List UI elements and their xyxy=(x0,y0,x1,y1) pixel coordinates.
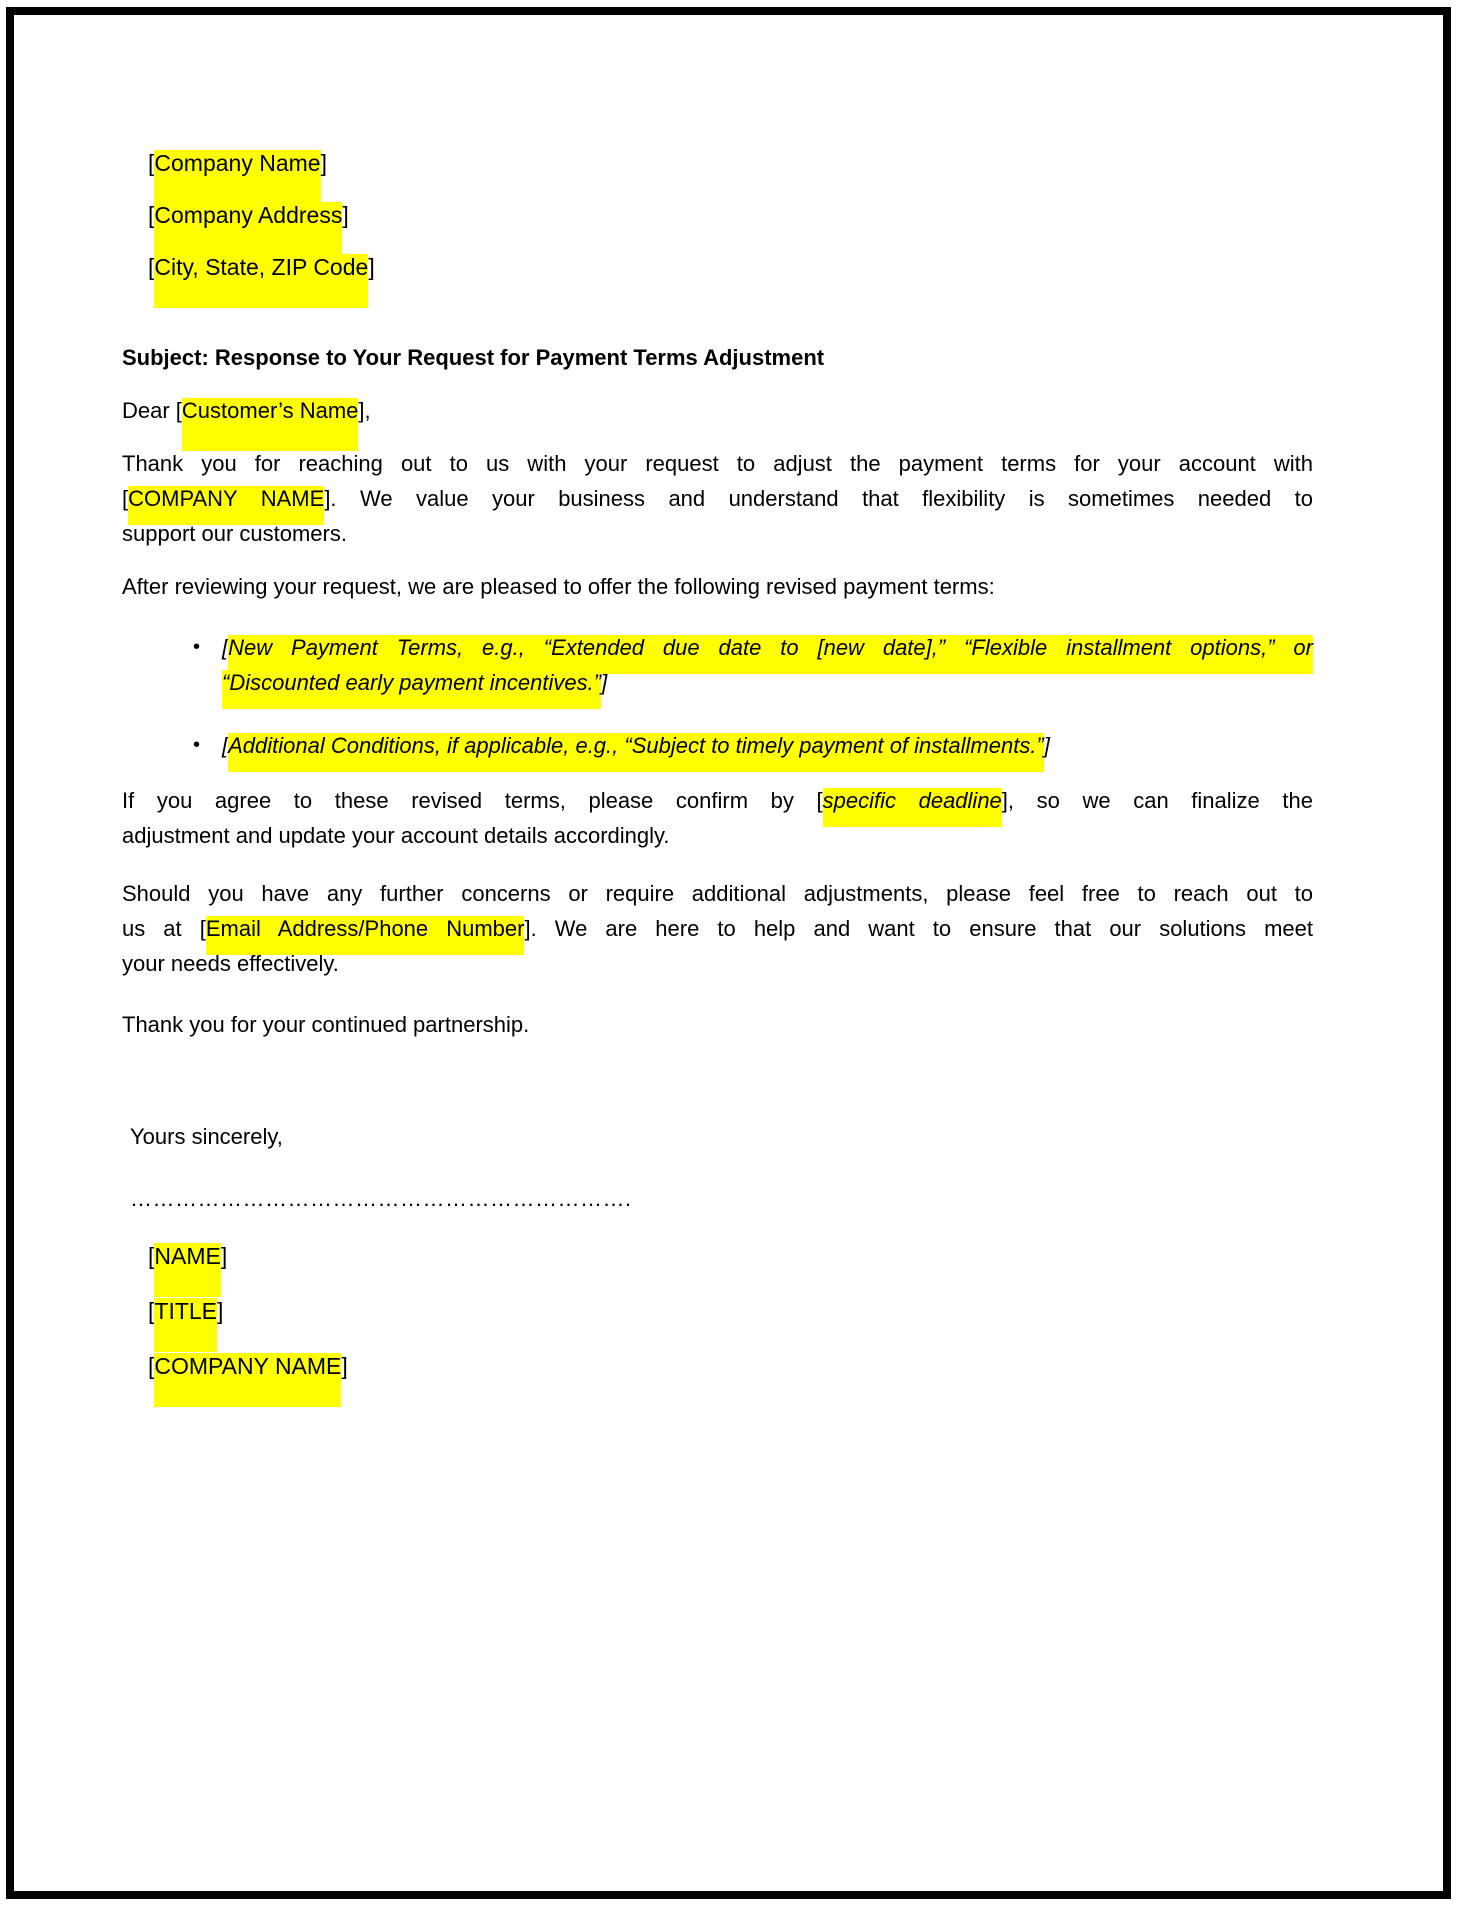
greeting-suffix: ], xyxy=(358,398,371,423)
paragraph-text: If you agree to these revised terms, please confirm by [ xyxy=(122,788,823,813)
list-item-line xyxy=(222,728,1313,763)
address-line-company-name xyxy=(148,146,1313,181)
bracket-close: ] xyxy=(217,1298,224,1324)
bullet-icon: • xyxy=(193,734,201,756)
sender-address-block xyxy=(148,146,1313,285)
placeholder-email-phone: Email Address/Phone Number xyxy=(205,916,525,941)
bracket-open: [ xyxy=(148,202,155,228)
bracket-open: [ xyxy=(148,1298,155,1324)
paragraph-line xyxy=(122,783,1313,818)
list-item-additional-conditions xyxy=(122,728,1313,763)
address-line-company-address xyxy=(148,198,1313,233)
letter-content xyxy=(122,0,1313,1404)
signature-name-line xyxy=(148,1239,1313,1274)
placeholder-signature-company: COMPANY NAME xyxy=(154,1353,342,1379)
bracket-open: [ xyxy=(222,733,229,758)
body-paragraph-if-you-agree xyxy=(122,783,1313,853)
placeholder-company-address: Company Address xyxy=(154,202,343,228)
list-item-line xyxy=(222,665,1313,700)
signature-dotted-line: …………………………………………………………. xyxy=(130,1186,632,1211)
bracket-close: ] xyxy=(342,202,349,228)
bracket-open: [ xyxy=(148,150,155,176)
subject-line: Subject: Response to Your Request for Payment Terms Adjustment xyxy=(122,345,825,370)
bracket-close: ] xyxy=(1043,733,1050,758)
placeholder-city-state-zip: City, State, ZIP Code xyxy=(154,254,369,280)
list-item-new-payment-terms xyxy=(122,630,1313,700)
revised-terms-list xyxy=(122,630,1313,763)
paragraph-text: ], so we can finalize the xyxy=(1001,788,1313,813)
list-item-line xyxy=(222,630,1313,665)
paragraph-text: ]. We are here to help and want to ensure that our solutions meet xyxy=(524,916,1313,941)
paragraph-line: Thank you for reaching out to us with your request to adjust the payment terms for your account with xyxy=(122,451,1313,476)
signature-block xyxy=(148,1239,1313,1384)
body-paragraph-partnership: Thank you for your continued partnership. xyxy=(122,1012,530,1037)
paragraph-line: your needs effectively. xyxy=(122,951,339,976)
paragraph-line xyxy=(122,481,1313,516)
bracket-close: ] xyxy=(601,670,608,695)
placeholder-company-name: Company Name xyxy=(154,150,321,176)
paragraph-line: support our customers. xyxy=(122,521,347,546)
address-line-city-state-zip xyxy=(148,250,1313,285)
placeholder-additional-conditions: Additional Conditions, if applicable, e.g., “Subject to timely payment of installments.” xyxy=(228,733,1044,758)
valediction: Yours sincerely, xyxy=(130,1124,283,1149)
placeholder-name: NAME xyxy=(154,1243,221,1269)
placeholder-company-name-inline: COMPANY NAME xyxy=(128,486,325,511)
paragraph-line: adjustment and update your account details accordingly. xyxy=(122,823,670,848)
paragraph-line: Should you have any further concerns or require additional adjustments, please feel free to reach out to xyxy=(122,881,1313,906)
bullet-icon: • xyxy=(193,636,201,658)
bracket-open: [ xyxy=(148,1353,155,1379)
body-paragraph-after-reviewing: After reviewing your request, we are pleased to offer the following revised payment terms: xyxy=(122,574,995,599)
placeholder-specific-deadline: specific deadline xyxy=(822,788,1002,813)
body-paragraph-further-concerns xyxy=(122,876,1313,981)
paragraph-text: us at [ xyxy=(122,916,206,941)
bracket-open: [ xyxy=(148,254,155,280)
body-paragraph-thank-you xyxy=(122,446,1313,551)
signature-company-line xyxy=(148,1349,1313,1384)
bracket-close: ] xyxy=(341,1353,348,1379)
placeholder-new-payment-terms-cont: “Discounted early payment incentives.” xyxy=(222,670,602,695)
bracket-open: [ xyxy=(222,635,229,660)
bracket-open: [ xyxy=(148,1243,155,1269)
bracket-open: [ xyxy=(122,486,129,511)
greeting-line xyxy=(122,393,1313,428)
bracket-close: ] xyxy=(368,254,375,280)
placeholder-new-payment-terms: New Payment Terms, e.g., “Extended due date to [new date],” “Flexible installment options,” or xyxy=(228,635,1313,660)
greeting-text: Dear [ xyxy=(122,398,182,423)
placeholder-title: TITLE xyxy=(154,1298,218,1324)
paragraph-text: ]. We value your business and understand that flexibility is sometimes needed to xyxy=(324,486,1313,511)
placeholder-customer-name: Customer’s Name xyxy=(181,398,359,423)
bracket-close: ] xyxy=(320,150,327,176)
signature-title-line xyxy=(148,1294,1313,1329)
bracket-close: ] xyxy=(220,1243,228,1269)
paragraph-line xyxy=(122,911,1313,946)
